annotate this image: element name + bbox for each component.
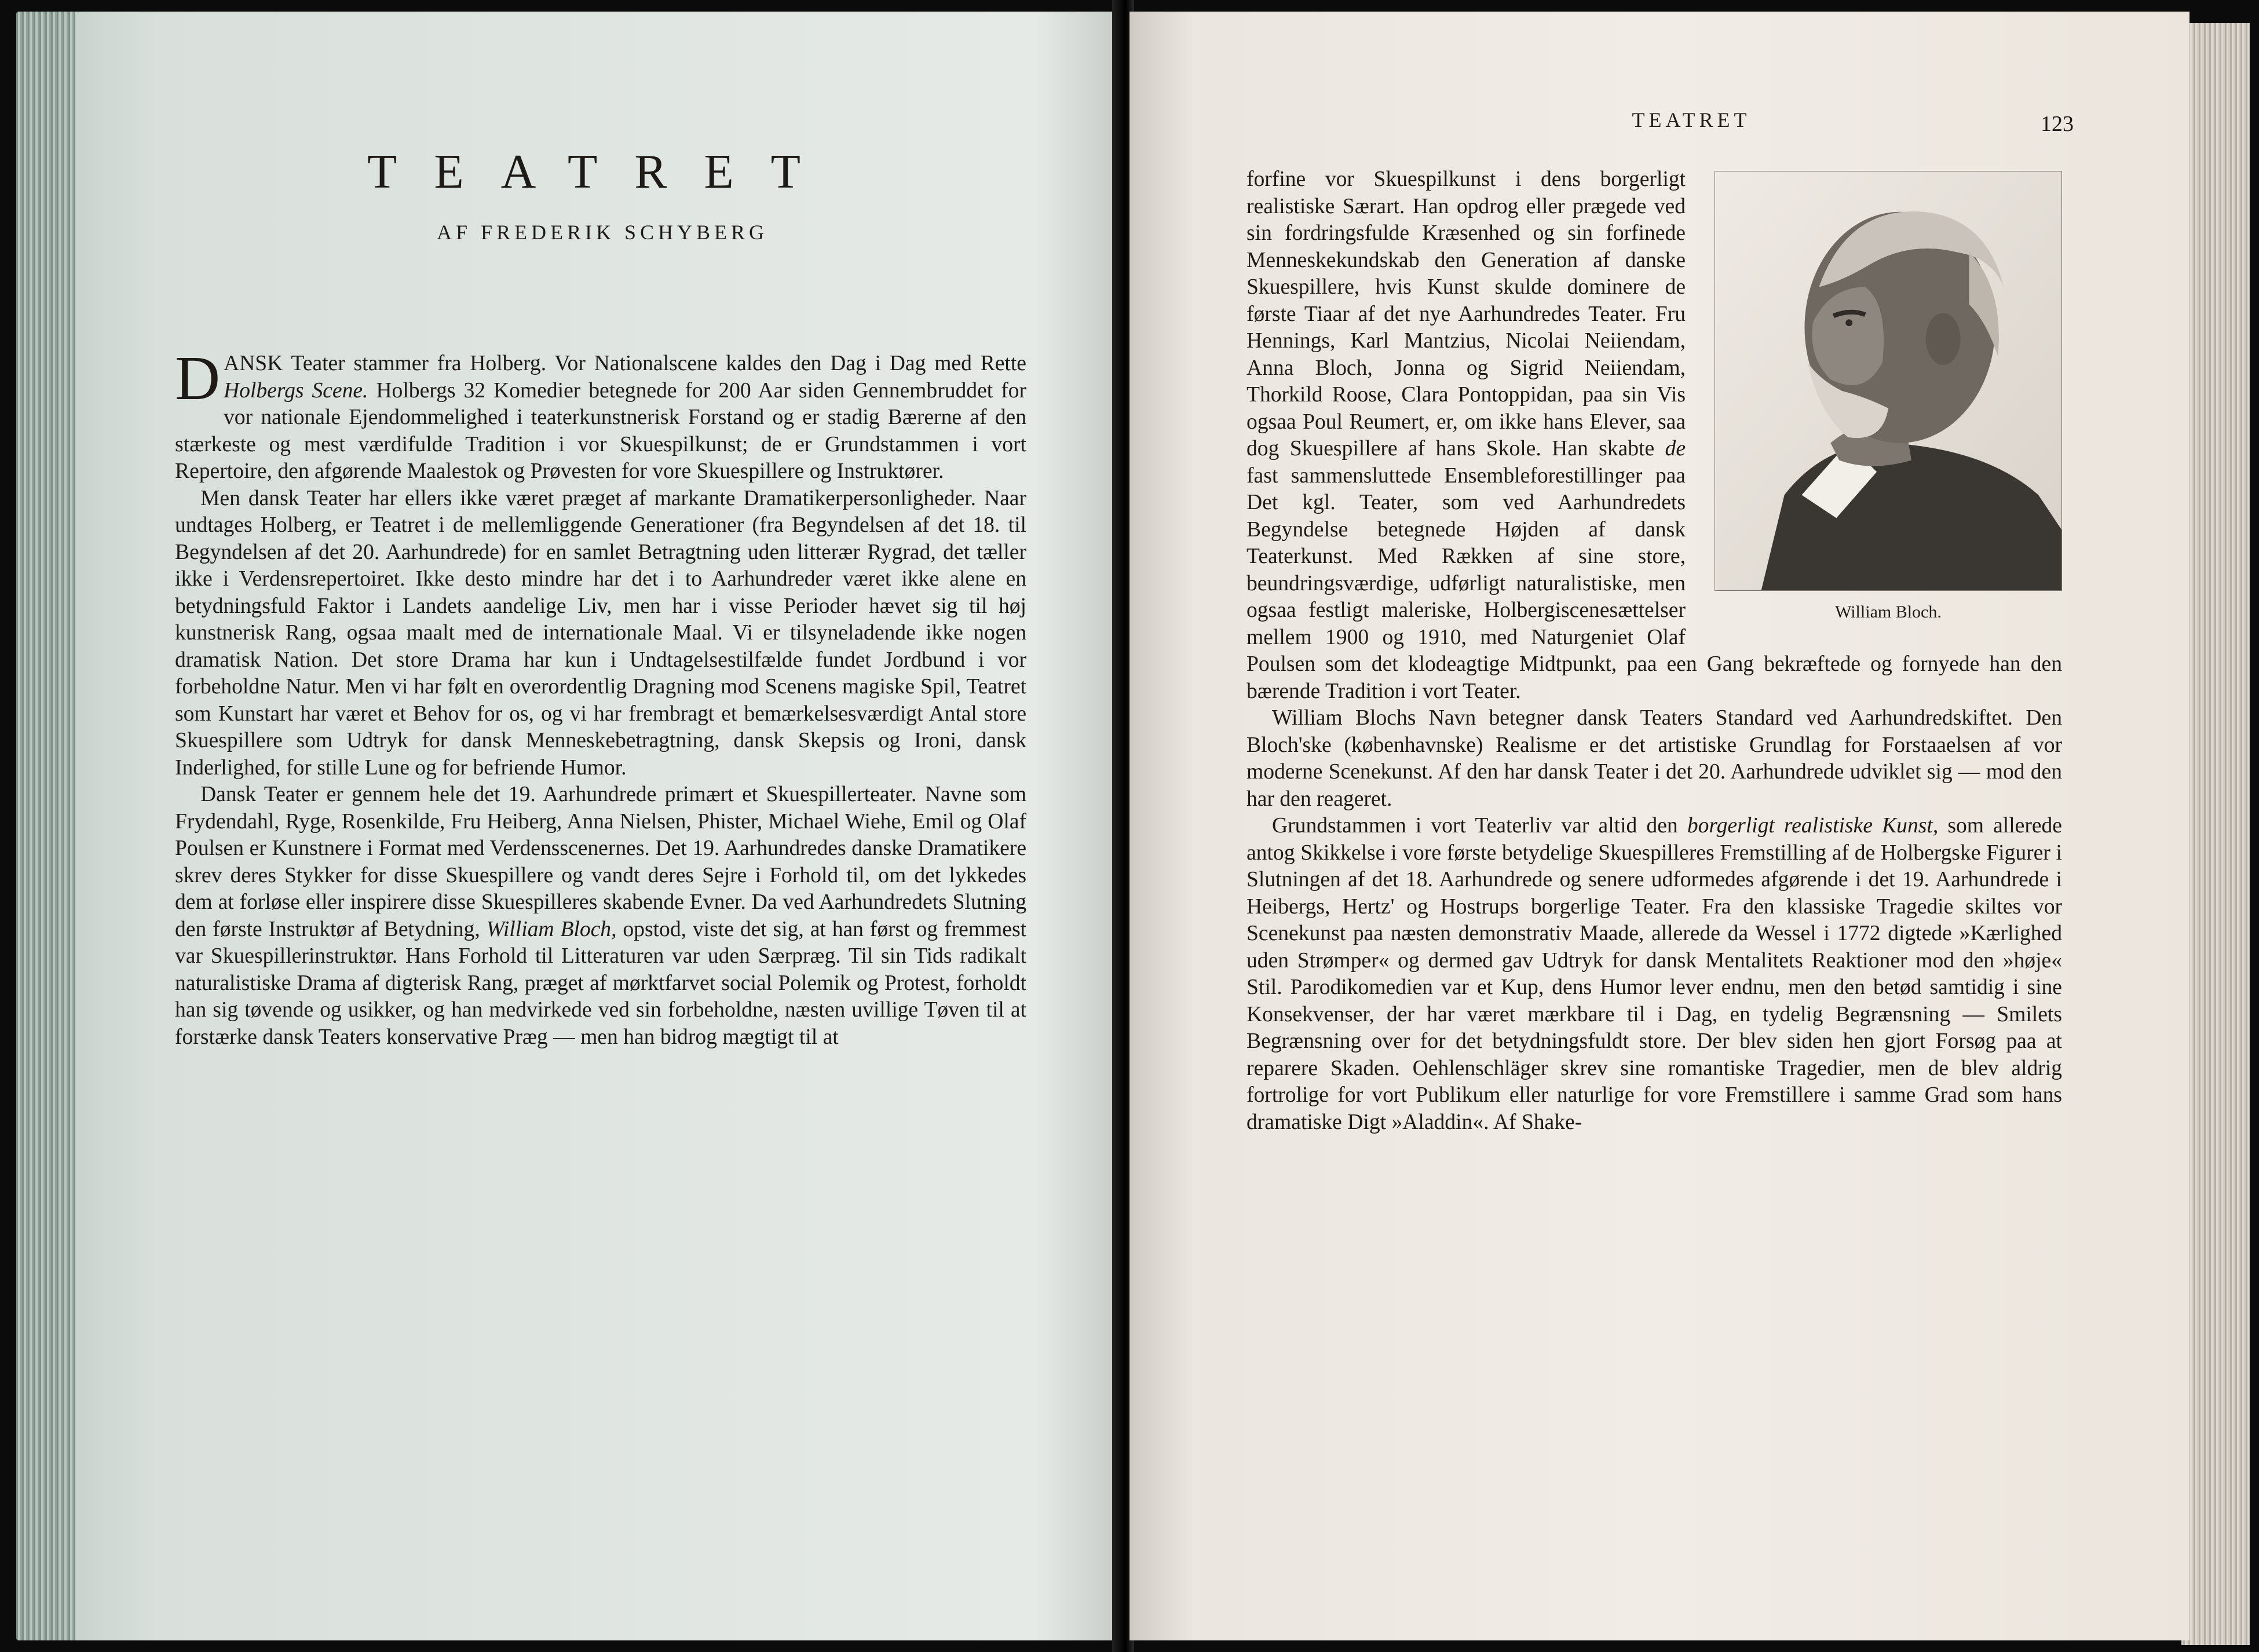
paragraph-text: forfine vor Skuespilkunst i dens borgerligt realistiske Særart. Han opdrog eller prægede ved sin fordringsfulde Kræsenhed og sin forfinede Menneskekundskab den Generation af danske Skuespillere, hvis Kunst skulde dominere de første Tiaar af det nye Aarhundredes Teater. Fru Hennings, Karl Mantzius, Nicolai Neiiendam, Anna Bloch, Jonna og Sigrid Neiiendam, Thorkild Roose, Clara Pontoppidan, paa sin Vis ogsaa Poul Reumert, er, om ikke hans Elever, saa dog Skuespillere af hans Skole. Han skabte: [1247, 167, 1686, 460]
paragraph-3: [1247, 813, 2062, 1136]
photo-caption: William Bloch.: [1835, 602, 1942, 622]
paragraph-3: [175, 781, 1026, 1051]
running-head: TEATRET: [1632, 108, 1751, 131]
chapter-title: TEATRET: [367, 145, 838, 199]
paragraph-text: Holbergs 32 Komedier betegnede for 200 Aar siden Gennembruddet for vor nationale Ejendommelighed i teaterkunstnerisk Forstand og er stadig Bærerne af den stærkeste og mest værdifulde Tradition i vor Skuespilkunst; de er Grundstammen i vort Repertoire, den afgørende Maalestok og Prøvesten for vore Skuespillere og Instruktører.: [175, 378, 1026, 483]
drop-cap: D: [175, 344, 220, 413]
page-number: 123: [2041, 112, 2074, 136]
paragraph-text: fast sammensluttede Ensembleforestillinger paa Det kgl. Teater, som ved Aarhundredets Begyndelse betegnede Højden af dansk Teaterkunst. Med Rækken af sine store, beundringsværdige, udførligt naturalistiske, men ogsaa festligt maleriske, Holbergiscenesættelser mellem 1900 og 1910, med Naturgeniet Olaf Poulsen som det klodeagtige Midtpunkt, paa een Gang bekræftede og fornyede han den bærende Tradition i vort Teater.: [1247, 463, 2062, 703]
paragraph-2: William Blochs Navn betegner dansk Teaters Standard ved Aarhundredskiftet. Den Bloch'ske (københavnske) Realisme er det artistiske Grundlag for Forstaaelsen af vor moderne Scenekunst. Af den har dansk Teater i det 20. Aarhundrede udviklet sig — mod den har den reageret.: [1247, 706, 2062, 811]
left-page-body: [175, 344, 1027, 1051]
right-page-body: [1247, 166, 2062, 1136]
paragraph-text: Grundstammen i vort Teaterliv var altid den: [1272, 814, 1687, 838]
book-page-edges-right: [2181, 23, 2250, 1645]
author-byline: AF FREDERIK SCHYBERG: [436, 221, 769, 244]
paragraph-text: ANSK Teater stammer fra Holberg. Vor Nationalscene kaldes den Dag i Dag med Rette: [224, 352, 1026, 375]
paragraph-1: [175, 344, 1026, 485]
portrait-image: [1715, 171, 2061, 590]
portrait-photo: [1715, 171, 2062, 591]
photo-figure: [1704, 171, 2062, 640]
paragraph-text: opstod, viste det sig, at han først og fremmest var Skuespillerinstruktør. Hans Forhold til Litteraturen var uden Særpræg. Til sin Tids radikalt naturalistiske Drama af digterisk Rang, præget af mørktfarvet social Polemik og Protest, forholdt han sig tøvende og usikker, og han medvirkede ved sin forbeholdne, næsten uvillige Tøven til at forstærke dansk Teaters konservative Præg — men han bidrog mægtigt til at: [175, 917, 1027, 1049]
emphasis-text: de: [1665, 437, 1686, 460]
emphasis-text: borgerligt realistiske Kunst,: [1687, 814, 1939, 838]
emphasis-text: Holbergs Scene.: [224, 378, 368, 403]
emphasis-text: William Bloch,: [486, 917, 617, 941]
paragraph-text: Dansk Teater er gennem hele det 19. Aarhundrede primært et Skuespillerteater. Navne som Frydendahl, Ryge, Rosenkilde, Fru Heiberg, Anna Nielsen, Phister, Michael Wiehe, Emil og Olaf Poulsen er Kunstnere i Format med Verdensscenernes. Det 19. Aarhundredes danske Dramatikere skrev deres Stykker for disse Skuespillere og vandt deres Sejre i Forhold til, om det lykkedes dem at forløse eller inspirere disse Skuespilleres skabende Evner. Da ved Aarhundredets Slutning den første Instruktør af Betydning,: [175, 783, 1026, 941]
paragraph-text: som allerede antog Skikkelse i vore første betydelige Skuespilleres Fremstilling af de Holbergske Figurer i Slutningen af det 18. Aarhundrede og senere udformedes afgørende i det 19. Aarhundrede i Heibergs, Hertz' og Hostrups borgerlige Teater. Fra den klassiske Tragedie skiltes vor Scenekunst paa næsten demonstrativ Maade, allerede da Wessel i 1772 digtede »Kærlighed uden Strømper« og dermed gav Udtryk for dansk Mentalitets Reaktioner mod den »høje« Stil. Parodikomedien var et Kup, dens Humor lever endnu, men den betød samtidig i sine Konsekvenser, der har været mærkbare til i Dag, en tydelig Begrænsning — Smilets Begrænsning over for det betydningsfuldt store. Der blev siden hen gjort Forsøg paa at reparere Skaden. Oehlenschläger skrev sine romantiske Tragedier, men de blev aldrig fortrolige for vort Publikum eller naturlige for vore Fremstillere i samme Grad som hans dramatiske Digt »Aladdin«. Af Shake-: [1247, 814, 2062, 1134]
paragraph-2: Men dansk Teater har ellers ikke været præget af markante Dramatikerpersonligheder. Naar undtages Holberg, er Teatret i de mellemliggende Generationer (fra Begyndelsen af det 18. til Begyndelsen af det 20. Aarhundrede) for en samlet Betragtning uden litterær Rygrad, det tæller ikke i Verdensrepertoiret. Ikke desto mindre har det i to Aarhundreder været ikke alene en betydningsfuld Faktor i Landets aandelige Liv, men har i visse Perioder hævet sig til høj kunstnerisk Rang, ogsaa maalt med de internationale Maal. Vi er tilsyneladende ikke nogen dramatisk Nation. Det store Drama har kun i Undtagelsestilfælde fundet Jordbund i vor forbeholdne Natur. Men vi har følt en overordentlig Dragning mod Scenens magiske Spil, Teatret som Kunstart har været et Behov for os, og vi har frembragt et bemærkelsesværdigt Antal store Skuespillere som Udtryk for dansk Menneskebetragtning, dansk Skepsis og Ironi, dansk Inderlighed, for stille Lune og for befriende Humor.: [175, 486, 1026, 780]
